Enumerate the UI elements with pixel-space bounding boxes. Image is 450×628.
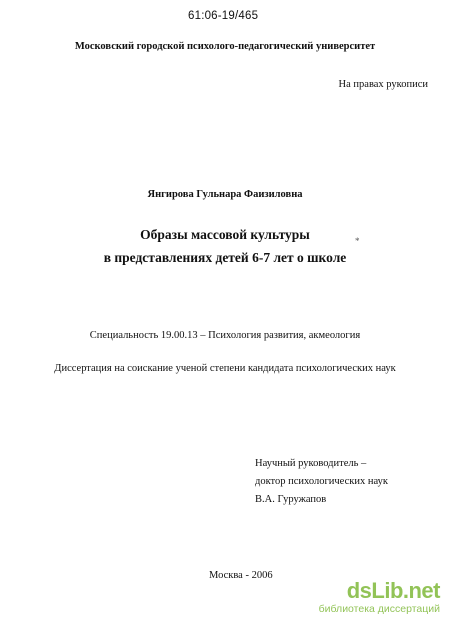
watermark-subtitle: библиотека диссертаций [318,603,440,615]
advisor-degree: доктор психологических наук [255,476,388,487]
title-line-2: в представлениях детей 6-7 лет о школе [103,250,347,265]
archive-stamp-code: 61:06-19/465 [188,10,259,22]
title-line-1: Образы массовой культуры [140,227,310,242]
dissertation-type: Диссертация на соискание ученой степени кандидата психологических наук [54,363,396,374]
watermark-logo: dsLib.net [346,578,440,603]
university-name: Московский городской психолого-педагогический университет [74,41,376,52]
dslib-watermark [318,578,440,620]
city-year: Москва - 2006 [209,570,273,581]
author-name: Янгирова Гульнара Фаизиловна [147,189,303,200]
title-margin-mark: * [355,236,360,246]
specialty-line: Специальность 19.00.13 – Психология развития, акмеология [89,330,361,341]
advisor-name: В.А. Гуружапов [255,494,327,505]
rights-note: На правах рукописи [338,79,428,90]
advisor-role: Научный руководитель – [255,458,367,469]
